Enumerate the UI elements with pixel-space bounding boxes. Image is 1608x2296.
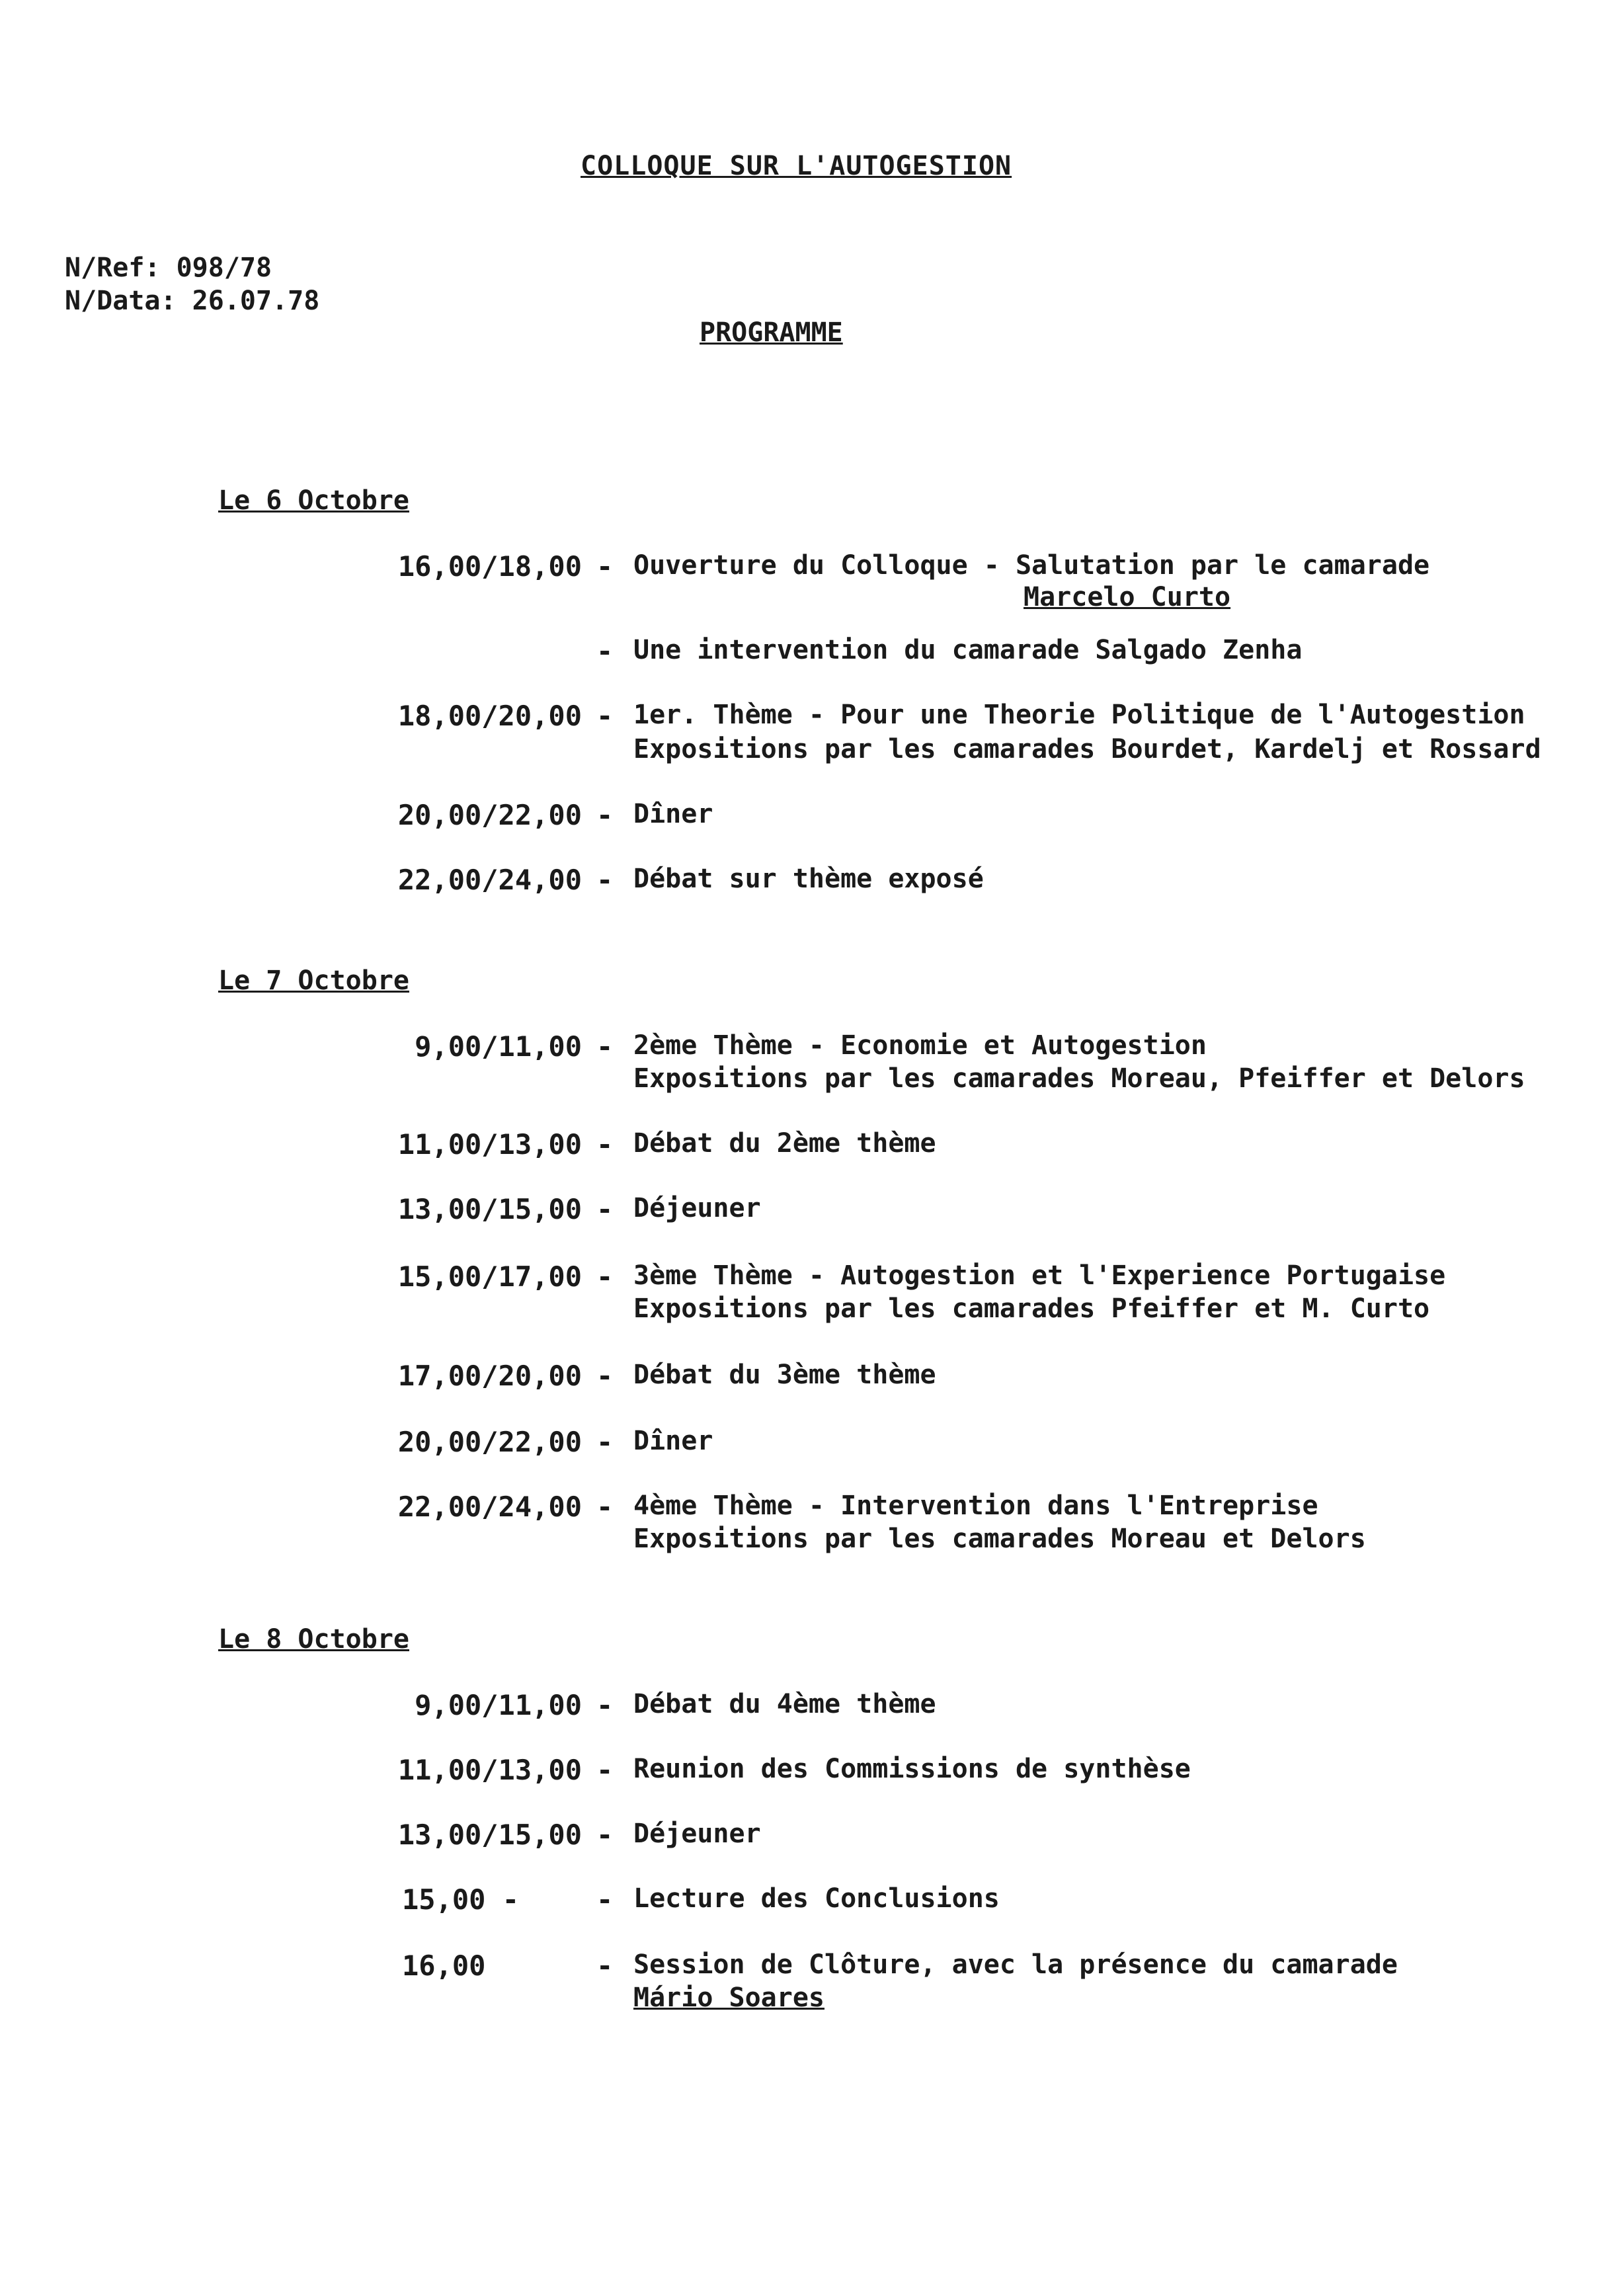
schedule-item-detail: Expositions par les camarades Bourdet, Kardelj et Rossard: [633, 734, 1541, 764]
dash: -: [596, 1689, 614, 1721]
time-slot: 22,00/24,00: [397, 864, 582, 896]
schedule-item: Débat du 2ème thème: [633, 1128, 936, 1159]
schedule-item-detail: Expositions par les camarades Moreau et Delors: [633, 1524, 1366, 1554]
day-heading-7-oct: Le 7 Octobre: [218, 965, 409, 996]
time-slot: 13,00/15,00: [397, 1193, 582, 1225]
time-slot: 16,00: [402, 1949, 486, 1982]
schedule-item-detail: Expositions par les camarades Pfeiffer et M. Curto: [633, 1293, 1430, 1324]
schedule-item: Session de Clôture, avec la présence du camarade: [633, 1949, 1398, 1980]
schedule-item: Reunion des Commissions de synthèse: [633, 1754, 1191, 1784]
dash: -: [596, 1883, 614, 1916]
schedule-item-detail: Marcelo Curto: [1024, 582, 1231, 612]
day-heading-8-oct: Le 8 Octobre: [218, 1624, 409, 1655]
time-slot: 15,00 -: [402, 1883, 520, 1916]
dash: -: [596, 799, 614, 831]
schedule-item: 2ème Thème - Economie et Autogestion: [633, 1030, 1207, 1061]
time-slot: 17,00/20,00: [397, 1360, 582, 1392]
time-slot: 18,00/20,00: [397, 700, 582, 732]
dash: -: [596, 1754, 614, 1786]
time-slot: 20,00/22,00: [397, 1426, 582, 1458]
dash: -: [596, 1949, 614, 1982]
dash: -: [596, 1360, 614, 1392]
dash: -: [596, 700, 614, 732]
dash: -: [596, 1030, 614, 1063]
programme-heading: PROGRAMME: [700, 317, 843, 348]
time-slot: 20,00/22,00: [397, 799, 582, 831]
document-title: COLLOQUE SUR L'AUTOGESTION: [581, 151, 1012, 181]
schedule-item: Débat sur thème exposé: [633, 864, 984, 894]
schedule-item: Une intervention du camarade Salgado Zenha: [633, 635, 1303, 665]
schedule-item: 3ème Thème - Autogestion et l'Experience Portugaise: [633, 1260, 1446, 1291]
schedule-item: 1er. Thème - Pour une Theorie Politique de l'Autogestion: [633, 700, 1525, 730]
dash: -: [596, 864, 614, 896]
day-heading-6-oct: Le 6 Octobre: [218, 485, 409, 516]
time-slot: 9,00/11,00: [415, 1030, 582, 1063]
schedule-item: Déjeuner: [633, 1819, 761, 1849]
reference-date: N/Data: 26.07.78: [65, 286, 320, 316]
dash: -: [596, 550, 614, 583]
dash: -: [596, 1491, 614, 1523]
dash: -: [596, 1128, 614, 1161]
reference-number: N/Ref: 098/78: [65, 253, 272, 283]
dash: -: [596, 1426, 614, 1458]
schedule-item: Dîner: [633, 799, 713, 829]
time-slot: 15,00/17,00: [397, 1260, 582, 1293]
schedule-item: Dîner: [633, 1426, 713, 1456]
schedule-item: Débat du 4ème thème: [633, 1689, 936, 1719]
time-slot: 13,00/15,00: [397, 1819, 582, 1851]
schedule-item-detail: Expositions par les camarades Moreau, Pfeiffer et Delors: [633, 1063, 1525, 1094]
time-slot: 22,00/24,00: [397, 1491, 582, 1523]
time-slot: 11,00/13,00: [397, 1754, 582, 1786]
dash: -: [596, 635, 614, 667]
time-slot: 11,00/13,00: [397, 1128, 582, 1161]
schedule-item: Ouverture du Colloque - Salutation par le camarade: [633, 550, 1430, 581]
time-slot: 9,00/11,00: [415, 1689, 582, 1721]
dash: -: [596, 1260, 614, 1293]
schedule-item: Déjeuner: [633, 1193, 761, 1223]
dash: -: [596, 1193, 614, 1225]
schedule-item: Lecture des Conclusions: [633, 1883, 1000, 1914]
schedule-item: Débat du 3ème thème: [633, 1360, 936, 1390]
dash: -: [596, 1819, 614, 1851]
schedule-item: 4ème Thème - Intervention dans l'Entreprise: [633, 1491, 1318, 1521]
schedule-item-detail: Mário Soares: [633, 1983, 824, 2013]
time-slot: 16,00/18,00: [397, 550, 582, 583]
